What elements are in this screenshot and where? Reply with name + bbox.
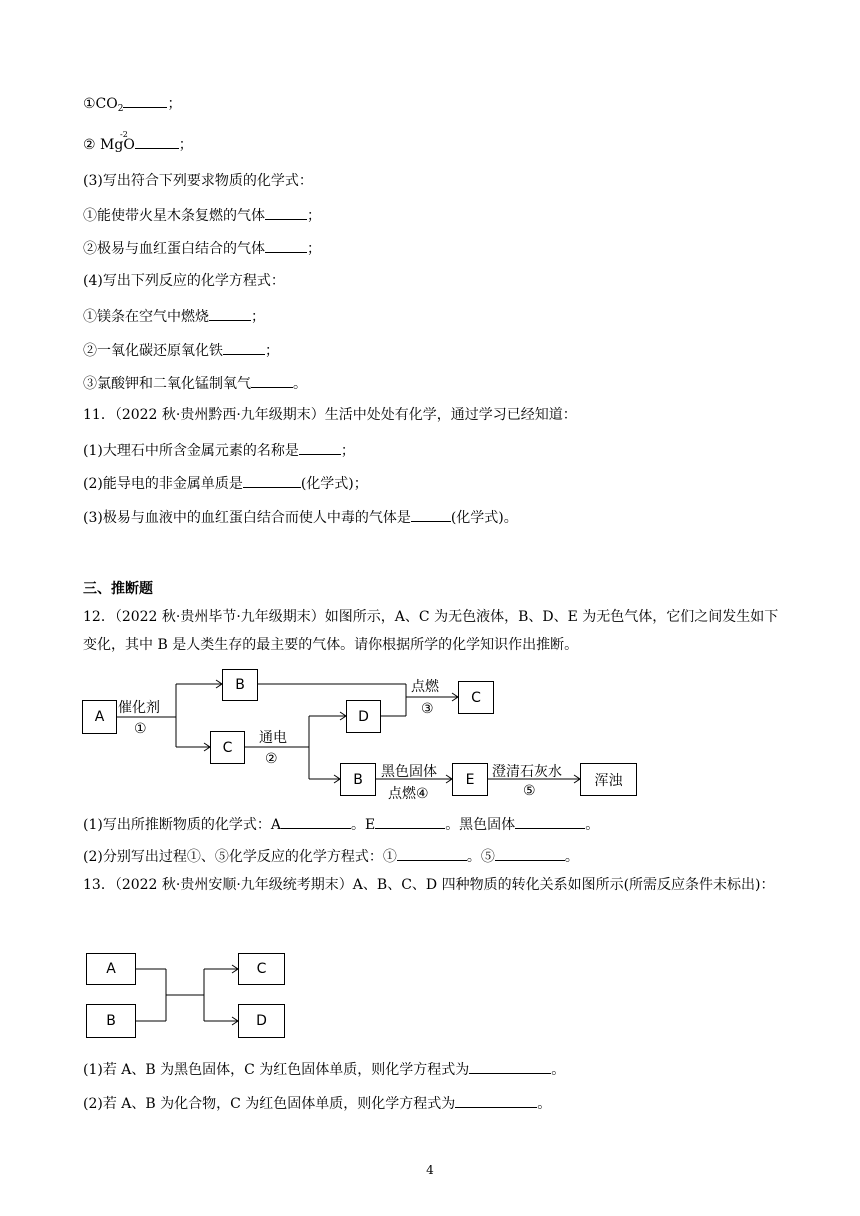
label-electrolysis: 通电 bbox=[259, 730, 287, 746]
q12-p2-text: (2)分别写出过程①、⑤化学反应的化学方程式：① bbox=[83, 849, 397, 865]
q13-node-c: C bbox=[238, 953, 285, 985]
label-black-solid: 黑色固体 bbox=[381, 764, 437, 780]
q11-part2 bbox=[83, 473, 368, 493]
q13-node-b: B bbox=[86, 1004, 136, 1038]
punctuation: 。 bbox=[551, 1062, 566, 1078]
punctuation: ； bbox=[307, 241, 321, 257]
node-b: B bbox=[222, 669, 258, 701]
answer-blank[interactable] bbox=[265, 238, 307, 253]
q10-p3-1-text: ①能使带火星木条复燃的气体 bbox=[83, 208, 265, 224]
punctuation: ； bbox=[340, 443, 355, 459]
q10-co2-subscript: 2 bbox=[117, 104, 124, 114]
answer-blank[interactable] bbox=[223, 340, 265, 355]
arrow-head bbox=[452, 693, 458, 701]
q12-stem: 12．（2022 秋·贵州毕节·九年级期末）如图所示，A、C 为无色液体，B、D、E 为无色气体，它们之间发生如下变化，其中 B 是人类生存的最主要的气体。请你根据所学的化学知识作出推断。 bbox=[83, 609, 779, 653]
arrow-head bbox=[446, 775, 452, 783]
answer-blank[interactable] bbox=[265, 205, 307, 220]
q10-part4-item2 bbox=[83, 340, 279, 360]
answer-blank[interactable] bbox=[455, 1093, 537, 1108]
q11-p1-text: (1)大理石中所含金属元素的名称是 bbox=[83, 443, 299, 459]
answer-blank[interactable] bbox=[243, 473, 301, 488]
q11-part3 bbox=[83, 507, 518, 527]
q10-co2-label: ①CO bbox=[83, 96, 118, 112]
q13-node-d: D bbox=[238, 1004, 285, 1038]
answer-blank[interactable] bbox=[495, 846, 565, 861]
answer-blank[interactable] bbox=[515, 814, 585, 829]
q13-stem: 13．（2022 秋·贵州安顺·九年级统考期末）A、B、C、D 四种物质的转化关系如图所示(所需反应条件未标出)： bbox=[83, 877, 775, 893]
q12-p1-text-black: 。黑色固体 bbox=[445, 817, 516, 833]
node-c-product: C bbox=[458, 681, 494, 714]
punctuation: ； bbox=[265, 343, 279, 359]
q10-part3-item2 bbox=[83, 238, 321, 258]
page-number: 4 bbox=[426, 1163, 434, 1177]
arrow-head bbox=[574, 775, 580, 783]
punctuation: 。 bbox=[537, 1096, 552, 1112]
node-d: D bbox=[346, 700, 381, 733]
answer-blank[interactable] bbox=[251, 373, 293, 388]
arrow-head bbox=[232, 965, 238, 973]
answer-blank[interactable] bbox=[411, 507, 451, 522]
answer-blank[interactable] bbox=[397, 846, 467, 861]
q10-part4-title: (4)写出下列反应的化学方程式： bbox=[83, 273, 285, 289]
arrow-head bbox=[204, 743, 210, 751]
q11-p2-suffix: (化学式)； bbox=[300, 476, 368, 492]
label-ignite: 点燃 bbox=[411, 679, 439, 695]
q10-p3-2-text: ②极易与血红蛋白结合的气体 bbox=[83, 241, 265, 257]
q10-p4-3-text: ③氯酸钾和二氧化锰制氧气 bbox=[83, 376, 251, 392]
arrow-head bbox=[216, 680, 222, 688]
label-catalyst: 催化剂 bbox=[118, 700, 160, 716]
label-step5: ⑤ bbox=[523, 783, 536, 799]
punctuation: 。 bbox=[585, 817, 600, 833]
q10-part2-item1 bbox=[83, 93, 181, 118]
answer-blank[interactable] bbox=[209, 306, 251, 321]
punctuation: 。 bbox=[564, 849, 579, 865]
q13-p1-text: (1)若 A、B 为黑色固体，C 为红色固体单质，则化学方程式为 bbox=[83, 1062, 470, 1078]
q13-node-a: A bbox=[86, 953, 136, 985]
q10-charge-label: -2 bbox=[120, 130, 128, 139]
label-ignite-step4: 点燃④ bbox=[388, 786, 429, 802]
arrow-head bbox=[334, 775, 340, 783]
label-step1: ① bbox=[134, 721, 147, 737]
punctuation: ； bbox=[251, 309, 265, 325]
label-step3: ③ bbox=[421, 701, 434, 717]
q11-p3-suffix: (化学式)。 bbox=[450, 510, 518, 526]
punctuation: 。 bbox=[293, 376, 307, 392]
q10-part2-item2 bbox=[83, 130, 193, 154]
answer-blank[interactable] bbox=[299, 440, 341, 455]
q10-part3-item1 bbox=[83, 205, 321, 225]
node-turbid: 浑浊 bbox=[580, 763, 637, 796]
node-e: E bbox=[452, 763, 488, 796]
q10-item-marker: ② bbox=[83, 137, 96, 153]
answer-blank[interactable] bbox=[281, 814, 351, 829]
q10-p4-2-text: ②一氧化碳还原氧化铁 bbox=[83, 343, 223, 359]
q13-p2-text: (2)若 A、B 为化合物，C 为红色固体单质，则化学方程式为 bbox=[83, 1096, 456, 1112]
q12-part2 bbox=[83, 846, 579, 866]
punctuation: ； bbox=[178, 137, 193, 153]
punctuation: ； bbox=[307, 208, 321, 224]
arrow-head bbox=[232, 1017, 238, 1025]
q10-part4-item1 bbox=[83, 306, 265, 326]
q13-part1 bbox=[83, 1059, 565, 1079]
arrow-head bbox=[340, 712, 346, 720]
node-c: C bbox=[210, 731, 245, 764]
q12-p2-text-5: 。⑤ bbox=[466, 849, 495, 865]
answer-blank[interactable] bbox=[123, 93, 167, 108]
q11-p3-text: (3)极易与血液中的血红蛋白结合而使人中毒的气体是 bbox=[83, 510, 411, 526]
answer-blank[interactable] bbox=[375, 814, 445, 829]
node-b-second: B bbox=[340, 763, 376, 796]
node-a: A bbox=[82, 700, 117, 734]
q11-stem: 11．（2022 秋·贵州黔西·九年级期末）生活中处处有化学，通过学习已经知道： bbox=[83, 407, 577, 423]
q10-part4-item3 bbox=[83, 373, 307, 393]
label-limewater: 澄清石灰水 bbox=[492, 764, 562, 780]
q10-part3-title: (3)写出符合下列要求物质的化学式： bbox=[83, 173, 313, 189]
answer-blank[interactable] bbox=[135, 134, 179, 149]
q12-p1-text: (1)写出所推断物质的化学式：A bbox=[83, 817, 281, 833]
punctuation: ； bbox=[167, 96, 182, 112]
section-title: 三、推断题 bbox=[83, 581, 153, 597]
label-step2: ② bbox=[265, 751, 278, 767]
q10-mgo-formula bbox=[100, 130, 135, 154]
q10-p4-1-text: ①镁条在空气中燃烧 bbox=[83, 309, 209, 325]
q11-part1 bbox=[83, 440, 355, 460]
q13-part2 bbox=[83, 1093, 551, 1113]
answer-blank[interactable] bbox=[469, 1059, 551, 1074]
q12-p1-text-e: 。E bbox=[350, 817, 376, 833]
q10-mgo-text: MgO bbox=[100, 137, 135, 153]
q12-part1 bbox=[83, 814, 599, 834]
q11-p2-text: (2)能导电的非金属单质是 bbox=[83, 476, 243, 492]
